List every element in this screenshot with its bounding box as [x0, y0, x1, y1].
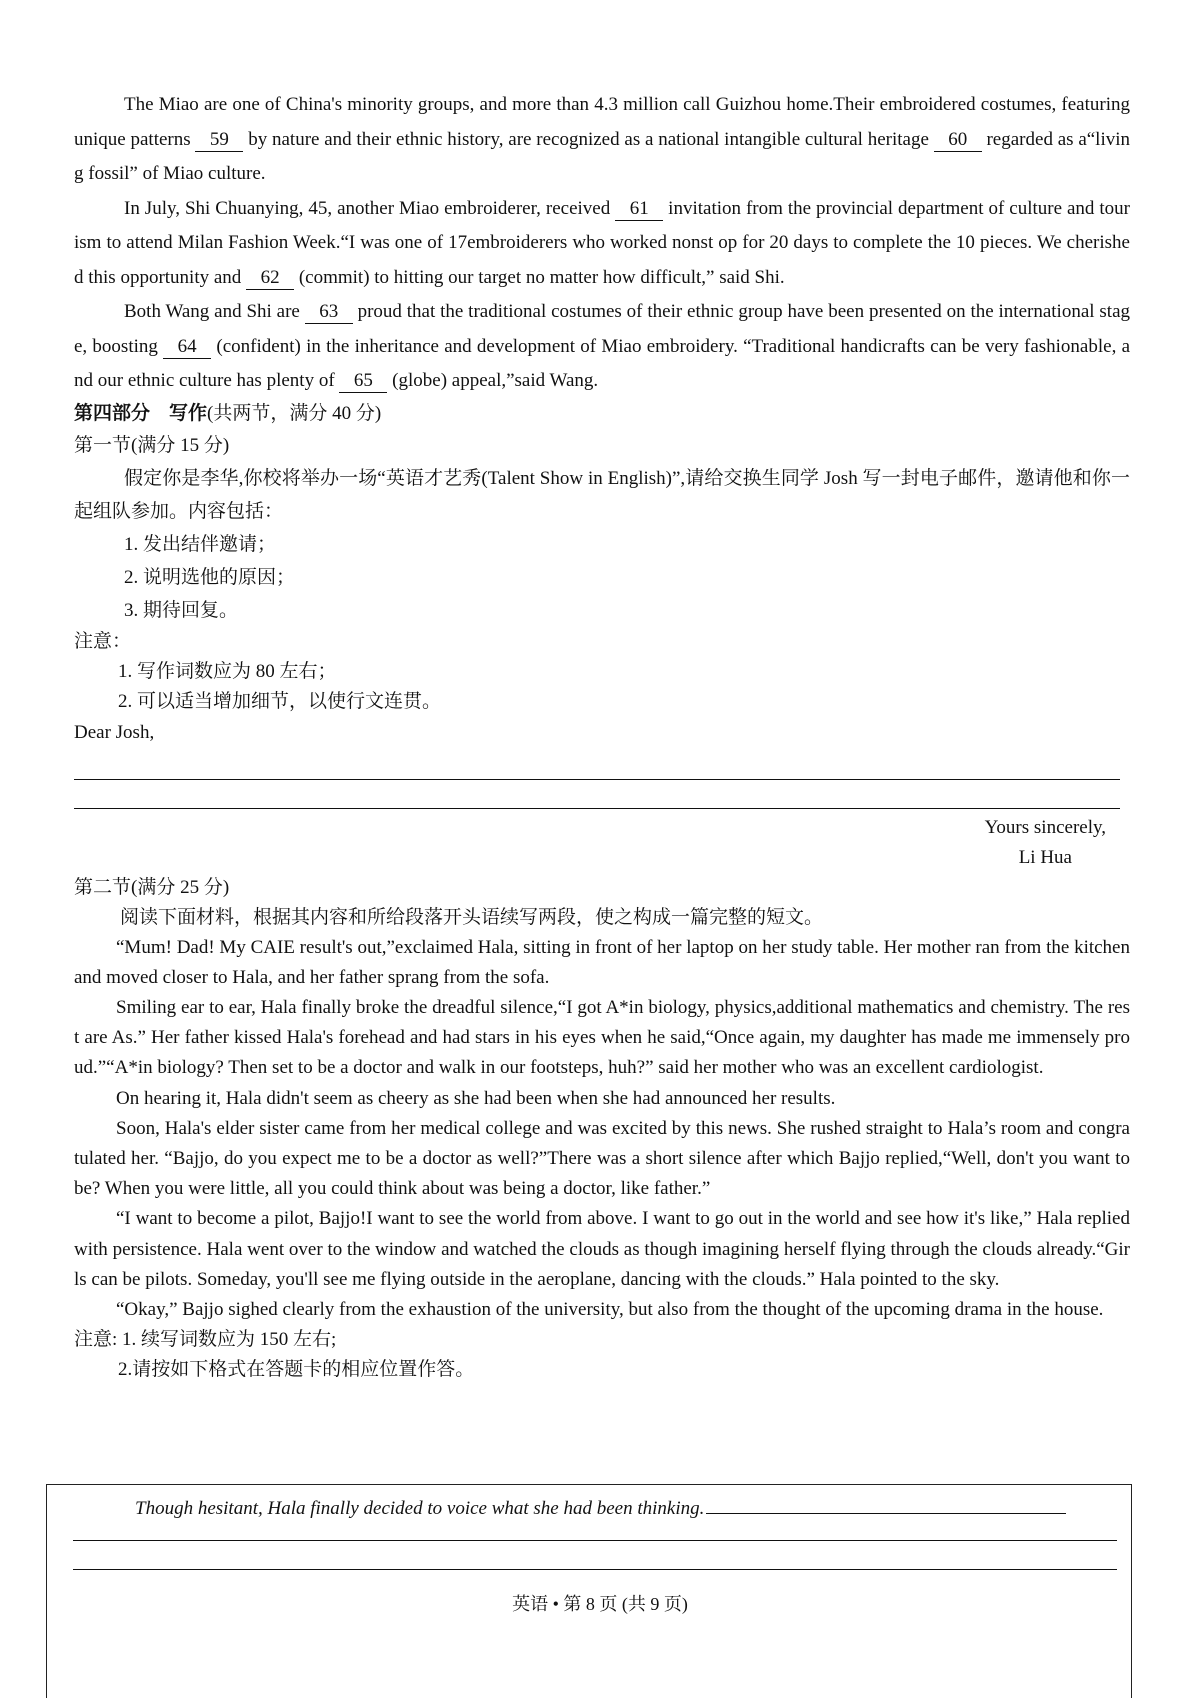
- blank-62: 62: [246, 267, 294, 290]
- task-item-2: 2. 说明选他的原因；: [124, 566, 296, 588]
- notes-label: 注意：: [74, 630, 132, 652]
- passage-paragraph-1: The Miao are one of China's minority groups, and more than 4.3 million call Guizhou home.Their embroidered costumes, featuring unique patterns 59 by nature and their ethnic history, are recognized as a national intangible cultural heritage 60 regarded as a“living fossil” of Miao culture.: [74, 94, 1131, 184]
- task-item-1: 1. 发出结伴邀请；: [124, 533, 277, 555]
- blank-63: 63: [305, 301, 353, 324]
- salutation: Dear Josh,: [74, 721, 155, 743]
- section2-title: 第二节(满分 25 分): [74, 876, 230, 898]
- passage-paragraph-2: In July, Shi Chuanying, 45, another Miao embroiderer, received 61 invitation from the provincial department of culture and tourism to attend Milan Fashion Week.“I was one of 17embroiderers who worked nonst op for 20 days to complete the 10 pieces. We cherished this opportunity and 62 (commit) to hitting our target no matter how difficult,” said Shi.: [74, 197, 1130, 288]
- story-paragraph-5: “I want to become a pilot, Bajjo!I want to see the world from above. I want to go out in the world and see how it's like,” Hala replied with persistence. Hala went over to the window and watched the clouds as though imagining herself flying through the clouds already.“Girls can be pilots. Someday, you'll see me flying outside in the aeroplane, dancing with the clouds.” Hala pointed to the sky.: [74, 1208, 1130, 1290]
- part4-heading: 第四部分 写作(共两节，满分 40 分): [74, 402, 382, 424]
- page-footer: 英语 • 第 8 页 (共 9 页): [512, 1594, 688, 1614]
- writing-line-2: [74, 780, 1120, 809]
- answer-fill-line: [706, 1495, 1066, 1514]
- section2-note-2: 2.请按如下格式在答题卡的相应位置作答。: [118, 1359, 475, 1381]
- section1-task: 假定你是李华,你校将举办一场“英语才艺秀(Talent Show in English)”,请给交换生同学 Josh 写一封电子邮件，邀请他和你一起组队参加。内容包括：: [74, 467, 1130, 522]
- section2-instruction: 阅读下面材料，根据其内容和所给段落开头语续写两段，使之构成一篇完整的短文。: [120, 906, 824, 928]
- note-2: 2. 可以适当增加细节，以使行文连贯。: [118, 690, 442, 712]
- blank-59: 59: [195, 129, 243, 152]
- answer-line-2: [73, 1569, 1117, 1570]
- story-paragraph-4: Soon, Hala's elder sister came from her medical college and was excited by this news. She rushed straight to Hala’s room and congratulated her. “Bajjo, do you expect me to be a doctor as well?”There was a short silence after which Bajjo replied,“Well, don't you want to be? When you were little, all you could think about was being a doctor, like father.”: [74, 1117, 1130, 1200]
- answer-opening-line: Though hesitant, Hala finally decided to voice what she had been thinking.: [135, 1495, 1125, 1521]
- exam-page: [74, 88, 1130, 1385]
- blank-60: 60: [934, 129, 982, 152]
- answer-line-1: [73, 1540, 1117, 1541]
- blank-65: 65: [339, 370, 387, 393]
- section2-note-1: 注意: 1. 续写词数应为 150 左右;: [74, 1329, 337, 1351]
- story-paragraph-2: Smiling ear to ear, Hala finally broke the dreadful silence,“I got A*in biology, physics,additional mathematics and chemistry. The rest are As.” Her father kissed Hala's forehead and had stars in his eyes when he said,“Once again, my daughter has made me immensely proud.”“A*in biology? Then set to be a doctor and walk in our footsteps, huh?” said her mother who was an excellent cardiologist.: [74, 996, 1130, 1079]
- closing: Yours sincerely,: [984, 816, 1106, 838]
- story-paragraph-1: “Mum! Dad! My CAIE result's out,”exclaimed Hala, sitting in front of her laptop on her study table. Her mother ran from the kitchen and moved closer to Hala, and her father sprang from the sofa.: [74, 936, 1130, 988]
- writing-line-1: [74, 749, 1120, 780]
- task-item-3: 3. 期待回复。: [124, 599, 239, 621]
- answer-box: [46, 1484, 1132, 1698]
- blank-61: 61: [615, 198, 663, 221]
- passage-paragraph-3: Both Wang and Shi are 63 proud that the traditional costumes of their ethnic group have been presented on the international stage, boosting 64 (confident) in the inheritance and development of Miao embroidery. “Traditional handicrafts can be very fashionable, and our ethnic culture has plenty of 65 (globe) appeal,”said Wang.: [74, 301, 1131, 391]
- note-1: 1. 写作词数应为 80 左右；: [118, 660, 337, 682]
- story-paragraph-3: On hearing it, Hala didn't seem as cheery as she had been when she had announced her results.: [116, 1087, 836, 1109]
- signature: Li Hua: [1018, 846, 1072, 868]
- blank-64: 64: [163, 336, 211, 359]
- story-paragraph-6: “Okay,” Bajjo sighed clearly from the exhaustion of the university, but also from the thought of the upcoming drama in the house.: [116, 1298, 1104, 1320]
- section1-title: 第一节(满分 15 分): [74, 434, 230, 456]
